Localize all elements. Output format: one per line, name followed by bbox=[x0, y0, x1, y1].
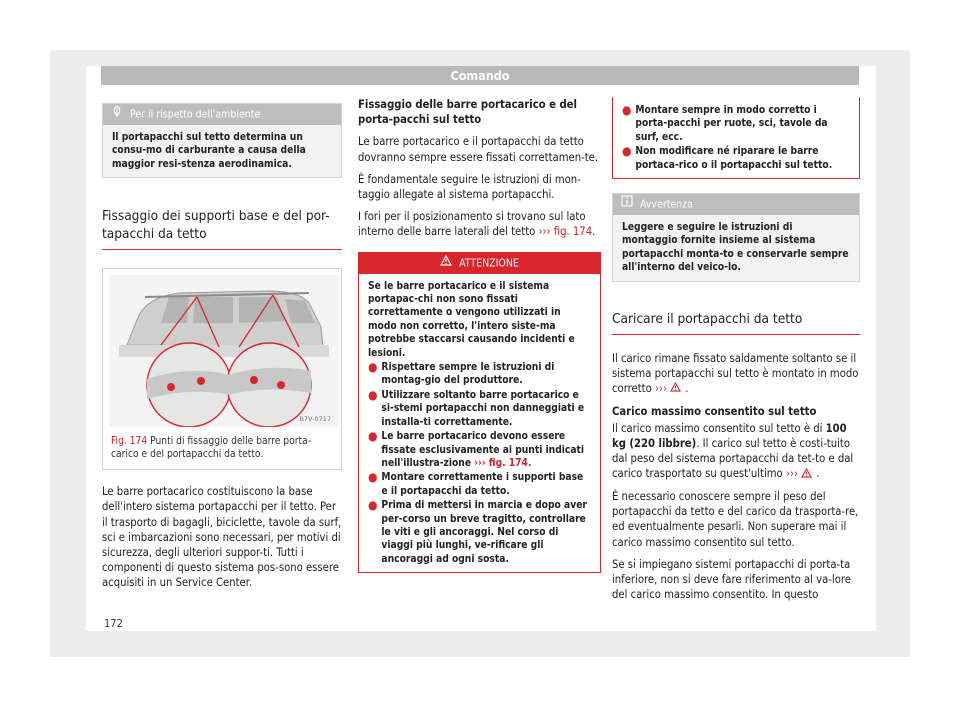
warning-triangle-icon bbox=[440, 253, 452, 274]
warning-bullet: ● Prima di mettersi in marcia e dopo aver per-corso un breve tragitto, controllare le viti e gli ancoraggi. Nel corso di viaggi più lunghi, ve-rificare gli ancoraggi ad ogni sosta. bbox=[368, 498, 587, 565]
warning-intro: Se le barre portacarico e il sistema portapac-chi non sono fissati correttamente o vengono utilizzati in modo non corretto, l'intero siste-ma potrebbe staccarsi causando incidenti e lesioni. bbox=[368, 280, 575, 359]
column-1 bbox=[102, 97, 342, 598]
figure-caption-text: Punti di fissaggio delle barre porta-carico e del portapacchi da tetto. bbox=[111, 436, 312, 461]
paragraph-2: È fondamentale seguire le istruzioni di mon-taggio allegate al sistema portapacchi. bbox=[358, 172, 581, 202]
loading-paragraph-3: È necessario conoscere sempre il peso del portapacchi da tetto e del carico da trasporta-re, ed eventualmente pesarli. Non superare mai il carico massimo consentito sul tetto. bbox=[612, 490, 859, 549]
note-text: Leggere e seguire le istruzioni di montaggio fornite insieme al sistema portapacchi monta-to e conservarle sempre all'interno del veico-lo. bbox=[622, 222, 849, 274]
note-box-header bbox=[613, 194, 859, 215]
environment-box bbox=[102, 103, 342, 178]
section-title-fixing: Fissaggio dei supporti base e del por-tapacchi da tetto bbox=[102, 207, 342, 250]
body-paragraph: Le barre portacarico costituiscono la base dell'intero sistema portapacchi per il tetto. Per il trasporto di bagagli, biciclette, tavole da surf, sci e imbarcazioni sono necessari, per motivi di sicurezza, degli ulteriori suppor-ti. Tutti i componenti di questo sistema pos-sono essere acquisiti in un Service Center. bbox=[102, 485, 342, 590]
note-title: Avvertenza bbox=[640, 198, 693, 211]
warning-continued-box bbox=[612, 97, 860, 179]
paragraph-3-text: I fori per il posizionamento si trovano sul lato interno delle barre laterali del tetto bbox=[358, 210, 586, 239]
environment-box-text: Il portapacchi sul tetto determina un consu-mo di carburante a causa della maggior resi-stenza aerodinamica. bbox=[112, 132, 306, 170]
page-number: 172 bbox=[104, 617, 123, 630]
cross-ref-arrow: ››› bbox=[654, 382, 668, 396]
figure-caption bbox=[103, 433, 341, 469]
note-box bbox=[612, 193, 860, 282]
figure-174 bbox=[102, 268, 342, 470]
cross-ref-arrow: ››› bbox=[785, 467, 798, 481]
loading-paragraph-4: Se si impiegano sistemi portapacchi di porta-ta inferiore, non si deve fare riferimento al va-lore del carico massimo consentito. In questo bbox=[612, 557, 851, 602]
figure-code: B7V-0717 bbox=[299, 415, 331, 424]
warning-bullet: ● Le barre portacarico devono essere fissate esclusivamente ai punti indicati nell'illustra-zione ››› fig. 174. bbox=[368, 429, 585, 469]
warning-bullet: ● Montare sempre in modo corretto i porta-pacchi per ruote, sci, tavole da surf, ecc. bbox=[622, 103, 828, 143]
warning-body bbox=[359, 274, 600, 573]
page-header: Comando bbox=[101, 66, 859, 85]
cross-ref-link[interactable]: fig. 174 bbox=[553, 225, 593, 239]
warning-bullet: ● Utilizzare soltanto barre portacarico e si-stemi portapacchi non danneggiati e installa-ti correttamente. bbox=[368, 387, 585, 428]
warning-cross-ref[interactable]: ››› fig. 174. bbox=[474, 457, 532, 469]
subheading-fixing: Fissaggio delle barre portacarico e del porta-pacchi sul tetto bbox=[358, 98, 577, 127]
section-title-loading: Caricare il portapacchi da tetto bbox=[612, 310, 860, 335]
loading-paragraph-2: Il carico massimo consentito sul tetto è di 100 kg (220 libbre). Il carico sul tetto è costi-tuito dal peso del sistema portapacchi da tet-to e dal carico trasportato su quest'ultimo ››› . bbox=[612, 421, 854, 481]
warning-triangle-icon bbox=[670, 381, 681, 396]
paragraph-1: Le barre portacarico e il portapacchi da tetto dovranno sempre essere fissati correttamen-te. bbox=[358, 135, 599, 164]
cross-ref-arrow: ››› bbox=[538, 225, 551, 239]
column-2 bbox=[358, 97, 601, 573]
loading-paragraph-1: Il carico rimane fissato saldamente soltanto se il sistema portapacchi sul tetto è montato in modo corretto ››› . bbox=[612, 351, 859, 396]
subheading-max-load: Carico massimo consentito sul tetto bbox=[612, 404, 817, 418]
warning-title: ATTENZIONE bbox=[459, 257, 519, 270]
figure-label: Fig. 174 bbox=[111, 436, 148, 448]
warning-bullet: ● Non modificare né riparare le barre portaca-rico o il portapacchi sul tetto. bbox=[622, 144, 833, 171]
info-icon bbox=[621, 194, 633, 215]
environment-box-header bbox=[103, 104, 341, 125]
max-load-value: 100 kg (220 libbre) bbox=[612, 421, 847, 451]
environment-box-title: Per il rispetto dell'ambiente bbox=[130, 108, 261, 121]
car-roof-illustration bbox=[109, 275, 339, 427]
column-3 bbox=[612, 97, 860, 609]
paragraph-3: I fori per il posizionamento si trovano sul lato interno delle barre laterali del tetto ››› fig. 174. bbox=[358, 210, 596, 239]
warning-box bbox=[358, 252, 601, 574]
warning-bullet: ● Montare correttamente i supporti base e il portapacchi da tetto. bbox=[368, 470, 584, 497]
warning-continued-body bbox=[613, 97, 859, 178]
leaf-icon bbox=[111, 104, 123, 125]
warning-box-header bbox=[359, 253, 600, 274]
warning-bullet: ● Rispettare sempre le istruzioni di montag-gio del produttore. bbox=[368, 360, 555, 387]
warning-triangle-icon bbox=[801, 467, 812, 482]
